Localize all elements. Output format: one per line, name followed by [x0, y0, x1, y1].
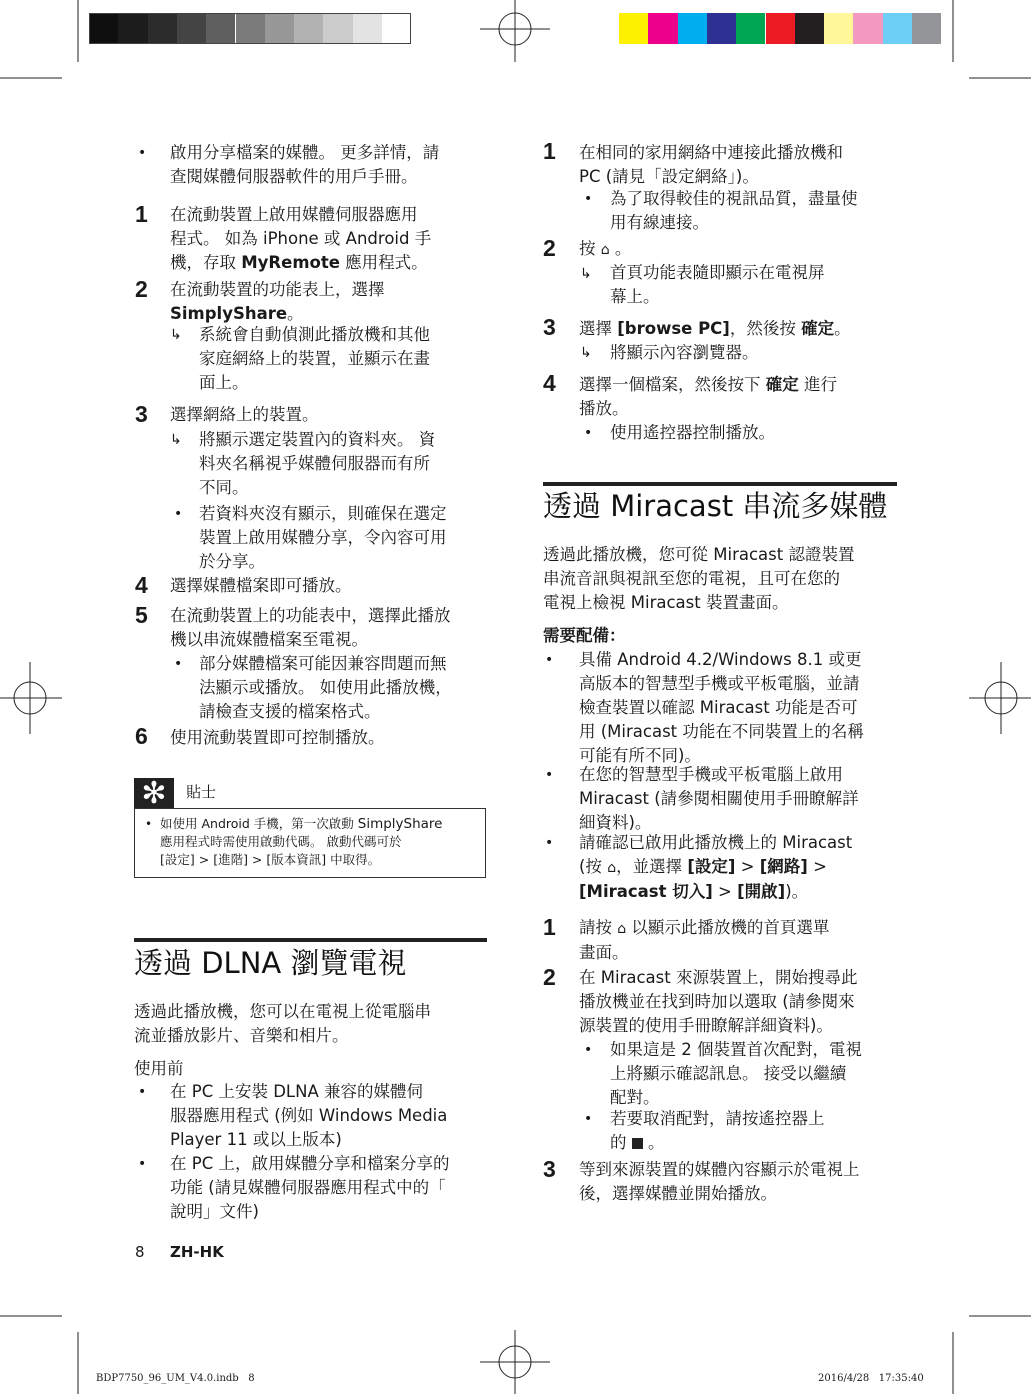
bullet-dot: •: [174, 506, 183, 522]
sub-bullet-text: 若資料夾沒有顯示，則確保在選定 裝置上啟用媒體分享，令內容可用 於分享。: [199, 504, 447, 571]
result-arrow-icon: ↳: [170, 432, 182, 448]
color-swatch: [795, 13, 824, 44]
requirement-text: 具備 Android 4.2/Windows 8.1 或更 高版本的智慧型手機或平板電腦，並請 檢查裝置以確認 Miracast 功能是否可 用 (Miracast 功能在不同裝置上的名稱 可能有所不同)。: [579, 650, 864, 765]
sub-bullet-text: 部分媒體檔案可能因兼容問題而無 法顯示或播放。 如使用此播放機， 請檢查支援的檔案格式。: [199, 654, 452, 721]
print-date: 2016/4/28 17:35:40: [818, 1373, 924, 1384]
bullet-dot: •: [545, 835, 554, 851]
bullet-dot: •: [545, 652, 554, 668]
step-number: 6: [135, 723, 148, 749]
bullet-dot: •: [584, 1042, 593, 1058]
step-number: 1: [543, 138, 556, 164]
color-swatch: [707, 13, 736, 44]
bullet-dot: •: [145, 817, 153, 831]
home-icon: ⌂: [617, 921, 627, 937]
color-swatch: [678, 13, 707, 44]
step-number: 4: [135, 572, 148, 598]
color-swatch: [912, 13, 941, 44]
result-text: 系統會自動偵測此播放機和其他 家庭網絡上的裝置，並顯示在畫 面上。: [199, 325, 430, 392]
color-swatch: [853, 13, 882, 44]
asterisk-icon: ✻: [141, 776, 167, 811]
bullet-dot: •: [138, 1084, 147, 1100]
bullet-dot: •: [174, 656, 183, 672]
requirement-text: 在 PC 上，啟用媒體分享和檔案分享的 功能 (請見媒體伺服器應用程式中的「 說明」文件): [170, 1154, 450, 1221]
requirement-text: 在您的智慧型手機或平板電腦上啟用 Miracast (請參閱相關使用手冊瞭解詳 細資料)。: [579, 765, 859, 832]
needs-label: 需要配備：: [543, 626, 626, 645]
step-number: 4: [543, 370, 556, 396]
bullet-dot: •: [584, 191, 593, 207]
result-arrow-icon: ↳: [170, 327, 182, 343]
dlna-intro: 透過此播放機，您可以在電視上從電腦串 流並播放影片、音樂和相片。: [134, 1002, 431, 1045]
step-text: 選擇一個檔案，然後按下 確定 進行 播放。: [579, 375, 837, 418]
step-text: 選擇網絡上的裝置。: [170, 405, 319, 424]
language-code: ZH-HK: [170, 1243, 224, 1261]
color-swatch: [824, 13, 853, 44]
bullet-dot: •: [584, 1111, 593, 1127]
step-number: 3: [543, 1156, 556, 1182]
result-arrow-icon: ↳: [580, 345, 592, 361]
before-label: 使用前: [134, 1059, 184, 1078]
step-number: 2: [543, 964, 556, 990]
color-swatch: [736, 13, 765, 44]
home-icon: ⌂: [600, 242, 610, 258]
miracast-intro: 透過此播放機，您可從 Miracast 認證裝置 串流音訊與視訊至您的電視，且可在您的 電視上檢視 Miracast 裝置畫面。: [543, 545, 855, 612]
tip-badge: [134, 778, 174, 809]
result-arrow-icon: ↳: [580, 266, 592, 282]
page-number: 8: [135, 1243, 145, 1261]
section-rule: [543, 482, 897, 486]
step-text: 選擇媒體檔案即可播放。: [170, 576, 352, 595]
result-text: 將顯示內容瀏覽器。: [610, 343, 759, 362]
step-text: 使用流動裝置即可控制播放。: [170, 728, 385, 747]
result-text: 首頁功能表隨即顯示在電視屏 幕上。: [610, 263, 825, 306]
step-text: 請按 ⌂ 以顯示此播放機的首頁選單 畫面。: [579, 918, 830, 962]
color-swatch: [619, 13, 648, 44]
step-text: 在流動裝置上啟用媒體伺服器應用 程式。 如為 iPhone 或 Android 手 機，存取 MyRemote 應用程式。: [170, 205, 432, 272]
color-bar-frame: [89, 13, 411, 44]
bullet-dot: •: [584, 425, 593, 441]
bullet-dot: •: [138, 145, 147, 161]
step-text: 在相同的家用網絡中連接此播放機和 PC (請見「設定網絡」)。: [579, 143, 843, 186]
step-number: 3: [543, 314, 556, 340]
tip-title: 貼士: [186, 783, 217, 801]
step-text: 在流動裝置的功能表上，選擇 SimplyShare。: [170, 280, 385, 323]
step-number: 2: [543, 235, 556, 261]
color-swatch: [883, 13, 912, 44]
result-text: 將顯示選定裝置內的資料夾。 資 料夾名稱視乎媒體伺服器而有所 不同。: [199, 430, 436, 497]
step-number: 1: [135, 201, 148, 227]
step-number: 3: [135, 401, 148, 427]
bullet-dot: •: [138, 1156, 147, 1172]
step-number: 1: [543, 914, 556, 940]
sub-bullet-text: 使用遙控器控制播放。: [610, 423, 775, 442]
file-slug: BDP7750_96_UM_V4.0.indb 8: [96, 1373, 255, 1384]
step-text: 在 Miracast 來源裝置上，開始搜尋此 播放機並在找到時加以選取 (請參閱來 源裝置的使用手冊瞭解詳細資料)。: [579, 968, 858, 1035]
sub-bullet-text: 如果這是 2 個裝置首次配對，電視 上將顯示確認訊息。 接受以繼續 配對。: [610, 1040, 862, 1107]
step-text: 等到來源裝置的媒體內容顯示於電視上 後，選擇媒體並開始播放。: [579, 1160, 860, 1203]
step-number: 2: [135, 276, 148, 302]
miracast-heading: 透過 Miracast 串流多媒體: [543, 489, 888, 523]
home-icon: ⌂: [607, 860, 617, 876]
requirement-text: 請確認已啟用此播放機上的 Miracast (按 ⌂，並選擇 [設定] > [網路] > [Miracast 切入] > [開啟])。: [579, 833, 853, 901]
requirement-text: 在 PC 上安裝 DLNA 兼容的媒體伺 服器應用程式 (例如 Windows Media Player 11 或以上版本): [170, 1082, 448, 1149]
tip-text: 如使用 Android 手機，第一次啟動 SimplyShare 應用程式時需使用啟動代碼。 啟動代碼可於 [設定] > [進階] > [版本資訊] 中取得。: [160, 816, 443, 867]
bullet-dot: •: [545, 767, 554, 783]
step-text: 按 ⌂ 。: [579, 237, 631, 262]
stop-icon: [632, 1138, 643, 1149]
intro-bullet-text: 啟用分享檔案的媒體。 更多詳情，請 查閱媒體伺服器軟件的用戶手冊。: [170, 143, 440, 186]
color-swatch: [766, 13, 795, 44]
dlna-heading: 透過 DLNA 瀏覽電視: [134, 946, 407, 980]
sub-bullet-text: 為了取得較佳的視訊品質，盡量使 用有線連接。: [610, 189, 858, 232]
step-text: 選擇 [browse PC]，然後按 確定。: [579, 319, 851, 338]
step-text: 在流動裝置上的功能表中，選擇此播放 機以串流媒體檔案至電視。: [170, 606, 451, 649]
section-rule: [134, 938, 487, 942]
color-swatch: [648, 13, 677, 44]
step-number: 5: [135, 602, 148, 628]
sub-bullet-text: 若要取消配對，請按遙控器上 的 。: [610, 1109, 825, 1152]
